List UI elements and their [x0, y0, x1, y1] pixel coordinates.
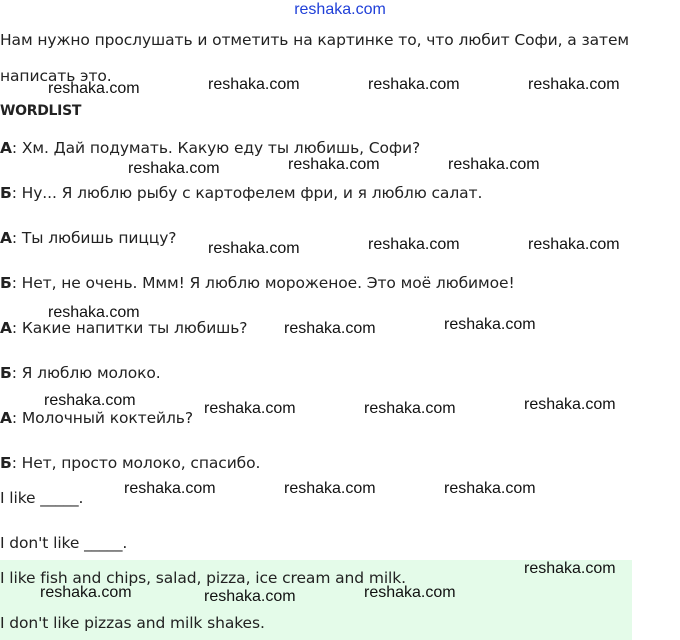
speaker-label: А	[0, 229, 12, 247]
watermark: reshaka.com	[524, 396, 616, 413]
dialogue-text: : Нет, не очень. Ммм! Я люблю мороженое. Это моё любимое!	[11, 274, 515, 292]
dialogue-line	[0, 274, 515, 292]
speaker-label: А	[0, 319, 12, 337]
answer-dont-like-line: I don't like pizzas and milk shakes.	[0, 614, 265, 632]
watermark: reshaka.com	[528, 236, 620, 253]
watermark: reshaka.com	[44, 392, 136, 409]
dialogue-line	[0, 184, 482, 202]
watermark: reshaka.com	[524, 560, 616, 577]
speaker-label: Б	[0, 274, 12, 292]
task-dont-like-line: I don't like _____.	[0, 534, 128, 552]
speaker-label: Б	[0, 454, 12, 472]
speaker-label: А	[0, 409, 12, 427]
speaker-label: Б	[0, 184, 12, 202]
dialogue-text: : Молочный коктейль?	[11, 409, 193, 427]
watermark: reshaka.com	[284, 320, 376, 337]
dialogue-text: : Ну... Я люблю рыбу с картофелем фри, и я люблю салат.	[11, 184, 483, 202]
watermark: reshaka.com	[368, 76, 460, 93]
watermark: reshaka.com	[288, 156, 380, 173]
speaker-label: А	[0, 139, 12, 157]
watermark: reshaka.com	[528, 76, 620, 93]
dialogue-text: : Какие напитки ты любишь?	[11, 319, 248, 337]
answer-like-line: I like fish and chips, salad, pizza, ice cream and milk.	[0, 569, 406, 587]
task-like-line: I like _____.	[0, 489, 84, 507]
watermark: reshaka.com	[40, 584, 132, 601]
dialogue-line	[0, 229, 176, 247]
watermark: reshaka.com	[204, 400, 296, 417]
dialogue-line	[0, 454, 260, 472]
dialogue-line	[0, 139, 420, 157]
watermark: reshaka.com	[364, 400, 456, 417]
watermark: reshaka.com	[124, 480, 216, 497]
watermark: reshaka.com	[48, 80, 140, 97]
dialogue-text: : Нет, просто молоко, спасибо.	[11, 454, 261, 472]
dialogue-text: : Хм. Дай подумать. Какую еду ты любишь, Софи?	[11, 139, 421, 157]
watermark: reshaka.com	[368, 236, 460, 253]
watermark: reshaka.com	[284, 480, 376, 497]
speaker-label: Б	[0, 364, 12, 382]
dialogue-line	[0, 364, 161, 382]
watermark: reshaka.com	[128, 160, 220, 177]
watermark: reshaka.com	[48, 304, 140, 321]
instruction-line-2: написать это.	[0, 67, 112, 85]
dialogue-line	[0, 409, 193, 427]
dialogue-text: : Ты любишь пиццу?	[11, 229, 177, 247]
instruction-line-1: Нам нужно прослушать и отметить на картинке то, что любит Софи, а затем	[0, 31, 629, 49]
watermark: reshaka.com	[208, 240, 300, 257]
site-header-link[interactable]: reshaka.com	[294, 1, 386, 18]
watermark: reshaka.com	[444, 480, 536, 497]
watermark: reshaka.com	[208, 76, 300, 93]
watermark: reshaka.com	[204, 588, 296, 605]
wordlist-heading: WORDLIST	[0, 103, 82, 119]
watermark: reshaka.com	[448, 156, 540, 173]
watermark: reshaka.com	[364, 584, 456, 601]
dialogue-text: : Я люблю молоко.	[11, 364, 161, 382]
watermark: reshaka.com	[444, 316, 536, 333]
